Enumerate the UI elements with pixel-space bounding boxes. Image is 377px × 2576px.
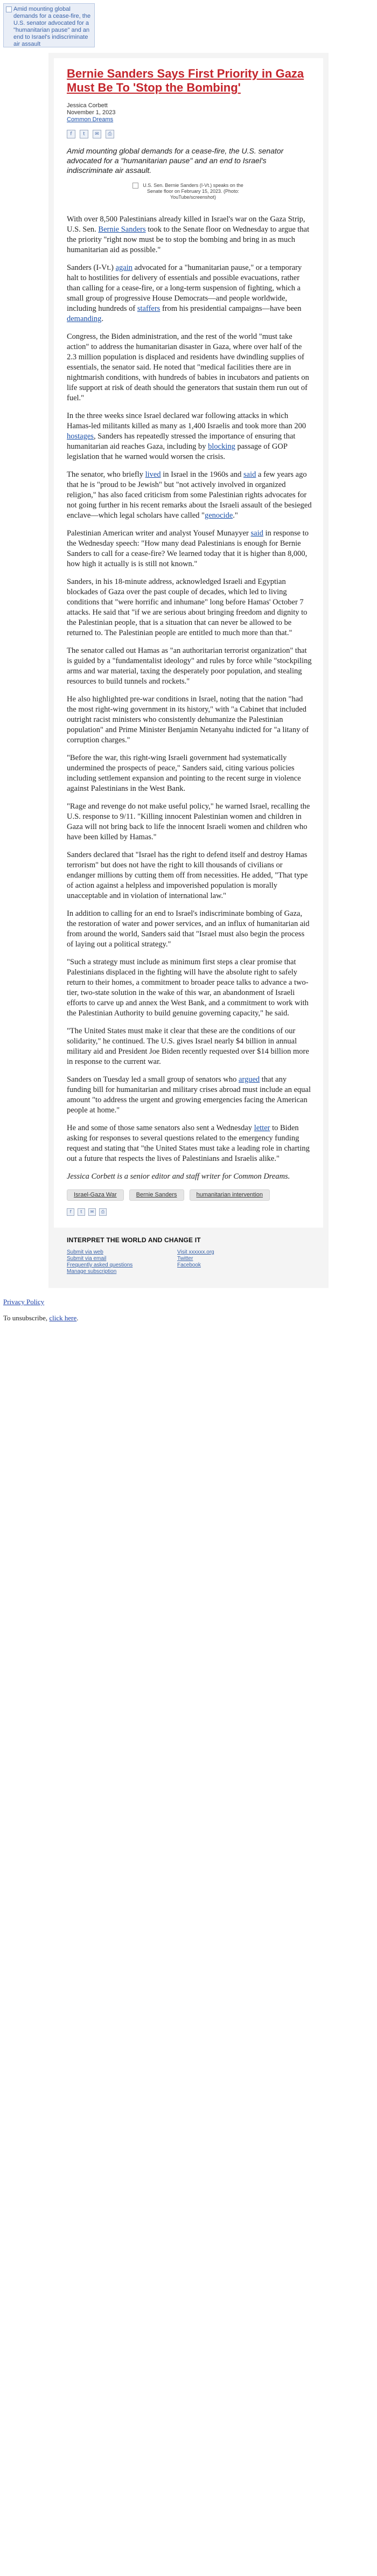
tag-israel-gaza-war[interactable]: Israel-Gaza War [67,1189,124,1201]
paragraph-text: to Biden asking for responses to several questions related to the emergency funding request and stating that "the United States must take a leading role in charting out a future that respects the lives of Palestinians and Israelis alike." [67,1124,310,1163]
paragraph-text: that any funding bill for humanitarian and military crises abroad must include an equal amount "to address the urgent and growing emergencies facing the American people at home." [67,1075,311,1115]
share-icons-bottom [67,1208,312,1216]
article-paragraph [67,263,312,324]
author-name: Jessica Corbett [67,102,108,109]
tag-bernie-sanders[interactable]: Bernie Sanders [129,1189,184,1201]
inline-link[interactable]: said [250,529,263,538]
paragraph-text: passage of GOP legislation that he warned would worsen the crisis. [67,442,288,461]
article-paragraph [67,214,312,255]
inline-link[interactable]: staffers [137,304,160,313]
publish-date: November 1, 2023 [67,109,116,116]
paragraph-text: Sanders on Tuesday led a small group of senators who [67,1075,239,1084]
paragraph-text: ." [233,511,238,520]
facebook-link[interactable]: Facebook [177,1262,201,1268]
twitter-link[interactable]: Twitter [177,1256,193,1262]
paragraph-text: "The United States must make it clear that these are the conditions of our solidarity," he continued. The U.S. gives Israel nearly $4 billion in annual military aid and President Joe Biden recently requested over $14 billion more in response to the current war. [67,1027,309,1066]
unsubscribe-link[interactable]: click here [49,1314,77,1322]
article-paragraph [67,528,312,569]
article-paragraph [67,694,312,746]
paragraph-text: Palestinian American writer and analyst Yousef Munayyer [67,529,251,538]
paragraph-text: a few years ago that he is "proud to be Jewish" but "not actively involved in organized religion," has also faced criticism from some Palestinian rights advocates for not going further in his recent remarks about the Israeli assault of the besieged enclave—which legal scholars have called " [67,470,312,520]
inline-link[interactable]: demanding [67,315,102,323]
print-icon[interactable]: ⎙ [106,130,114,138]
paragraph-text: He and some of those same senators also sent a Wednesday [67,1124,254,1132]
paragraph-text: The senator called out Hamas as "an authoritarian terrorist organization" that is guided by a "fundamentalist ideology" and rules by force while "stockpiling arms and war material, taxing the desperately poor population, and stealing resources to build tunnels and rockets." [67,646,312,686]
article-paragraph [67,411,312,462]
submit-web-link[interactable]: Submit via web [67,1249,103,1255]
photo-caption: U.S. Sen. Bernie Sanders (I-Vt.) speaks on the Senate floor on February 15, 2023. (Photo: YouTube/screenshot) [143,183,243,200]
paragraph-text: Sanders declared that "Israel has the right to defend itself and destroy Hamas terrorism" but does not have the right to kill thousands of civilians or endanger millions by cutting them off from necessities. He added, "That type of action against a helpless and impoverished population is morally unacceptable and in violation of international law." [67,851,308,900]
inline-link[interactable]: argued [238,1075,260,1084]
paragraph-text: He also highlighted pre-war conditions in Israel, noting that the nation "had the most right-wing government in its history," with "a Cabinet that included outright racist ministers who consistently dehumanize the Palestinian population" and Prime Minister Benjamin Netanyahu indicted for "a litany of corruption charges." [67,695,309,744]
footer-heading: INTERPRET THE WORLD AND CHANGE IT [67,1236,201,1244]
paragraph-text: in Israel in the 1960s and [160,470,244,479]
article-paragraph [67,1026,312,1067]
article-paragraph [67,332,312,403]
paragraph-text: Sanders (I-Vt.) [67,263,116,272]
article-paragraph [67,850,312,901]
article-card [54,58,323,1228]
article-paragraph [67,957,312,1019]
paragraph-text: took to the Senate floor on Wednesday to argue that the priority "right now must be to stop the bombing and bring in as much humanitarian aid as possible." [67,225,310,254]
tag-list [67,1189,312,1201]
footer [54,1228,323,1288]
paragraph-text: in response to the Wednesday speech: "How many dead Palestinians is enough for Bernie Sanders to call for a cease-fire? We learned today that it is higher than 8,000, how high it actually is is still not known." [67,529,309,568]
print-icon[interactable]: ⎙ [99,1208,107,1216]
paragraph-text: advocated for a "humanitarian pause," or a temporary halt to hostilities for delivery of essentials and possible evacuations, rather than calling for a cease-fire, or a long-term suspension of fighting, which a small group of progressive House Democrats—and people worldwide, including hundreds of [67,263,302,313]
inline-link[interactable]: letter [254,1124,270,1132]
paragraph-text: . [101,315,104,323]
author-bio: Jessica Corbett is a senior editor and staff writer for Common Dreams. [67,1172,290,1181]
inline-link[interactable]: lived [145,470,161,479]
twitter-icon[interactable]: t [80,130,88,138]
footer-right-links [177,1249,288,1275]
paragraph-text: In addition to calling for an end to Israel's indiscriminate bombing of Gaza, the restoration of water and power services, and an influx of humanitarian aid from around the world, Sanders said that "Israel must also begin the process of laying out a political strategy." [67,909,310,949]
submit-email-link[interactable]: Submit via email [67,1256,107,1262]
article-paragraph [67,470,312,521]
article-paragraph [67,1075,312,1116]
facebook-icon[interactable]: f [67,1208,74,1216]
article-paragraph [67,802,312,843]
email-share-icon[interactable]: ✉ [93,130,101,138]
paragraph-text: from his presidential campaigns—have been [160,304,302,313]
inline-link[interactable]: hostages [67,432,94,441]
byline [67,102,312,123]
paragraph-text: , Sanders has repeatedly stressed the importance of ensuring that humanitarian aid reaches Gaza, including by [67,432,296,451]
unsubscribe-line: To unsubscribe, click here. [3,1314,79,1322]
faq-link[interactable]: Frequently asked questions [67,1262,133,1268]
facebook-icon[interactable]: f [67,130,75,138]
article-paragraph [67,646,312,687]
photo-placeholder-icon [132,183,138,189]
broken-image-icon [6,6,12,12]
inline-link[interactable]: Bernie Sanders [98,225,146,234]
inline-link[interactable]: again [115,263,133,272]
manage-subscription-link[interactable]: Manage subscription [67,1269,117,1275]
twitter-icon[interactable]: t [78,1208,85,1216]
article-title[interactable]: Bernie Sanders Says First Priority in Gaza Must Be To 'Stop the Bombing' [67,67,304,94]
paragraph-text: Congress, the Biden administration, and the rest of the world "must take action" to address the humanitarian disaster in Gaza, where over half of the 2.3 million population is displaced and residents have dwindling supplies of essentials, the senator said. He noted that "medical facilities there are in nightmarish conditions, with hundreds of babies in incubators and patients on life support at risk of death should the generators that sustain them run out of fuel." [67,332,309,402]
article-paragraph [67,753,312,794]
paragraph-text: "Rage and revenge do not make useful policy," he warned Israel, recalling the U.S. response to 9/11. "Killing innocent Palestinian women and children in Gaza will not bring back to life the innocent Israeli women and children who have been killed by Hamas." [67,802,310,841]
unsubscribe-area [0,1288,377,1322]
article-body [67,214,312,1164]
visit-site-link[interactable]: Visit xxxxxx.org [177,1249,214,1255]
header-image-alt: Amid mounting global demands for a cease-fire, the U.S. senator advocated for a "humanitarian pause" and an end to Israel's indiscriminate air assault [13,6,91,47]
paragraph-text: "Such a strategy must include as minimum first steps a clear promise that Palestinians displaced in the fighting will have the absolute right to safely return to their homes, a commitment to broader peace talks to advance a two-tier, two-state solution in the wake of this war, an abandonment of Israeli efforts to carve up and annex the West Bank, and a commitment to work with the Palestinian Authority to build genuine governing capacity," he said. [67,958,309,1018]
share-icons [67,130,312,138]
email-share-icon[interactable]: ✉ [88,1208,96,1216]
tag-humanitarian-intervention[interactable]: humanitarian intervention [190,1189,270,1201]
paragraph-text: In the three weeks since Israel declared war following attacks in which Hamas-led militants killed as many as 1,400 Israelis and took more than 200 [67,412,306,430]
article-paragraph [67,909,312,950]
privacy-policy-link[interactable]: Privacy Policy [3,1298,45,1306]
article-paragraph [67,1123,312,1164]
paragraph-text: Sanders, in his 18-minute address, acknowledged Israeli and Egyptian blockades of Gaza over the past couple of decades, which led to living conditions that "were horrific and inhumane" long before Hamas' October 7 attacks. He said that "if we are serious about bringing freedom and dignity to the Palestinian people, that is a situation that can never be allowed to be returned to. The Palestinian people are entitled to much more than that." [67,577,308,637]
inline-link[interactable]: said [243,470,256,479]
paragraph-text: "Before the war, this right-wing Israeli government had systematically undermined the prospects of peace," Sanders said, citing various policies including settlement expansion and pointing to the recent surge in violence against Palestinians in the West Bank. [67,754,301,793]
footer-left-links [67,1249,177,1275]
email-wrapper [48,53,329,1288]
article-paragraph [67,577,312,638]
paragraph-text: The senator, who briefly [67,470,145,479]
paragraph-text: With over 8,500 Palestinians already killed in Israel's war on the Gaza Strip, U.S. Sen. [67,215,305,234]
source-link[interactable]: Common Dreams [67,116,114,123]
header-image[interactable] [3,3,95,47]
inline-link[interactable]: blocking [208,442,235,451]
article-dek: Amid mounting global demands for a cease-fire, the U.S. senator advocated for a "humanitarian pause" and an end to Israel's indiscriminate air assault. [67,147,284,175]
inline-link[interactable]: genocide [204,511,233,520]
article-photo [67,183,312,200]
